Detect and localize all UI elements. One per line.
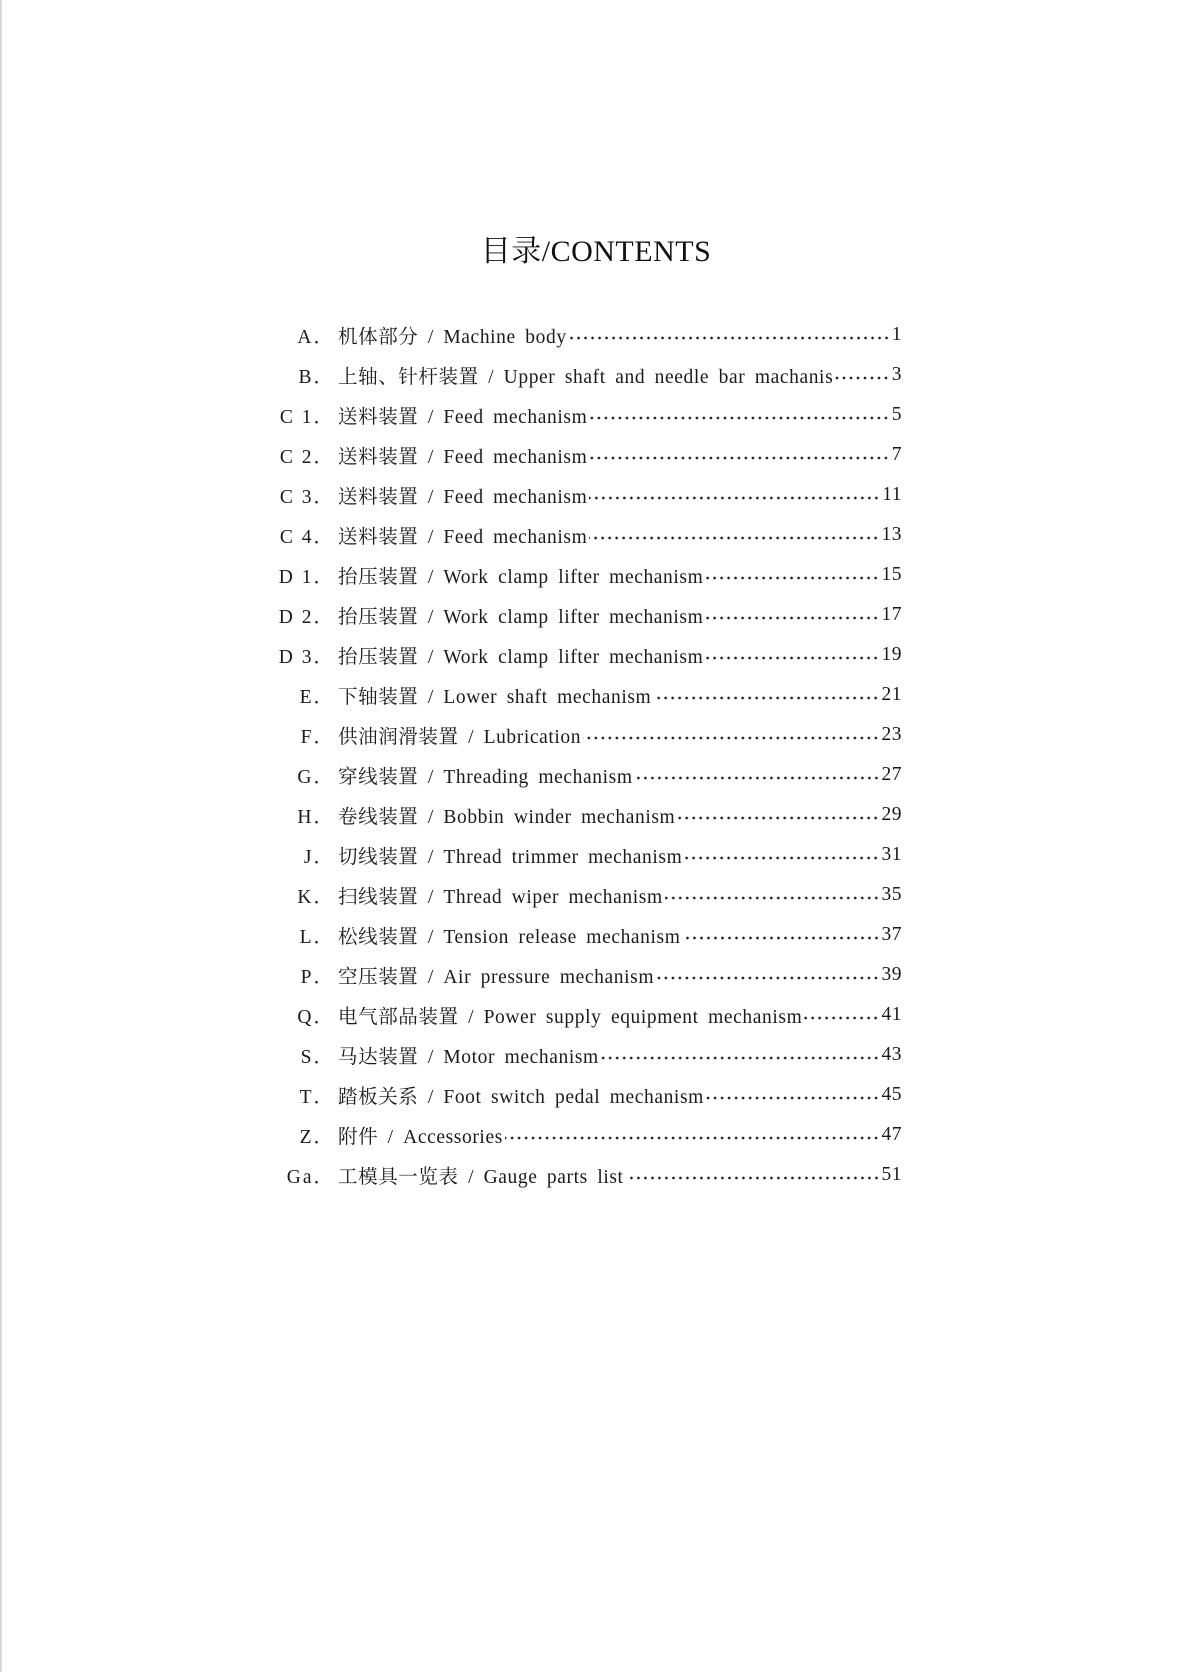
toc-entry[interactable]: [276, 715, 902, 755]
toc-entry-letter: Z．: [299, 1127, 335, 1148]
toc-entry-page: 27: [881, 764, 902, 785]
toc-entry-page: 43: [881, 1044, 902, 1065]
toc-entry-letter: B．: [298, 367, 335, 388]
toc-entry-page: 3: [891, 364, 902, 385]
toc-entry[interactable]: [276, 675, 902, 715]
toc-entry-title: 送料装置 / Feed mechanism: [338, 527, 588, 548]
table-of-contents: [276, 315, 902, 1195]
toc-entry-letter: H．: [297, 807, 335, 828]
toc-entry-title: 供油润滑装置 / Lubrication: [338, 727, 582, 748]
toc-entry-letter: F．: [300, 727, 335, 748]
toc-dot-leader: [583, 736, 879, 740]
toc-entry-title: 马达装置 / Motor mechanism: [338, 1047, 599, 1068]
toc-entry-page: 13: [881, 524, 902, 545]
toc-entry-title: 抬压装置 / Work clamp lifter mechanism: [338, 647, 704, 668]
toc-entry[interactable]: [276, 915, 902, 955]
toc-entry-letter: D 3．: [278, 647, 335, 668]
toc-dot-leader: [705, 576, 879, 580]
toc-entry-title: 送料装置 / Feed mechanism: [338, 487, 588, 508]
toc-entry[interactable]: [276, 315, 902, 355]
toc-dot-leader: [653, 696, 879, 700]
toc-entry-title: 踏板关系 / Foot switch pedal mechanism: [338, 1087, 704, 1108]
toc-entry-title: 切线装置 / Thread trimmer mechanism: [338, 847, 683, 868]
toc-entry-title: 抬压装置 / Work clamp lifter mechanism: [338, 567, 704, 588]
toc-entry[interactable]: [276, 1155, 902, 1195]
toc-entry[interactable]: [276, 955, 902, 995]
toc-dot-leader: [706, 1096, 880, 1100]
toc-dot-leader: [569, 336, 890, 340]
toc-entry-page: 15: [881, 564, 902, 585]
toc-entry-letter: J．: [303, 847, 335, 868]
toc-dot-leader: [835, 376, 889, 380]
toc-dot-leader: [804, 1016, 879, 1020]
toc-entry-title: 空压装置 / Air pressure mechanism: [338, 967, 655, 988]
toc-entry-page: 51: [881, 1164, 902, 1185]
toc-entry-title: 穿线装置 / Threading mechanism: [338, 767, 633, 788]
toc-entry-letter: D 2．: [278, 607, 335, 628]
toc-entry-title: 附件 / Accessories: [338, 1127, 503, 1148]
toc-entry-title: 送料装置 / Feed mechanism: [338, 407, 588, 428]
toc-entry-page: 21: [881, 684, 902, 705]
toc-entry-letter: D 1．: [278, 567, 335, 588]
toc-entry[interactable]: [276, 355, 902, 395]
toc-entry-title: 松线装置 / Tension release mechanism: [338, 927, 681, 948]
toc-entry-letter: C 4．: [279, 527, 335, 548]
toc-entry[interactable]: [276, 835, 902, 875]
toc-entry-letter: P．: [300, 967, 335, 988]
toc-entry-page: 23: [881, 724, 902, 745]
toc-entry-letter: C 2．: [279, 447, 335, 468]
toc-dot-leader: [589, 536, 879, 540]
toc-entry-page: 19: [881, 644, 902, 665]
toc-entry-title: 下轴装置 / Lower shaft mechanism: [338, 687, 652, 708]
toc-entry-page: 35: [881, 884, 902, 905]
toc-entry[interactable]: [276, 755, 902, 795]
toc-entry-page: 45: [881, 1084, 902, 1105]
toc-entry-title: 电气部品装置 / Power supply equipment mechanism: [338, 1007, 803, 1028]
toc-entry-page: 41: [881, 1004, 902, 1025]
toc-entry[interactable]: [276, 595, 902, 635]
toc-dot-leader: [589, 496, 880, 500]
toc-entry-title: 扫线装置 / Thread wiper mechanism: [338, 887, 663, 908]
toc-entry[interactable]: [276, 1035, 902, 1075]
toc-entry[interactable]: [276, 795, 902, 835]
toc-entry-letter: S．: [300, 1047, 335, 1068]
toc-dot-leader: [589, 456, 889, 460]
toc-entry-page: 39: [881, 964, 902, 985]
toc-entry-letter: L．: [299, 927, 335, 948]
toc-entry[interactable]: [276, 995, 902, 1035]
toc-entry-title: 抬压装置 / Work clamp lifter mechanism: [338, 607, 704, 628]
toc-entry-letter: C 1．: [279, 407, 335, 428]
toc-entry[interactable]: [276, 1075, 902, 1115]
toc-entry-letter: T．: [299, 1087, 335, 1108]
toc-entry[interactable]: [276, 515, 902, 555]
toc-entry-letter: G．: [297, 767, 335, 788]
toc-entry[interactable]: [276, 1115, 902, 1155]
toc-entry-letter: E．: [299, 687, 335, 708]
toc-entry-letter: Ga．: [286, 1167, 335, 1188]
toc-entry-page: 31: [881, 844, 902, 865]
toc-entry-title: 卷线装置 / Bobbin winder mechanism: [338, 807, 676, 828]
toc-entry-page: 37: [881, 924, 902, 945]
toc-entry-letter: Q．: [297, 1007, 335, 1028]
toc-entry[interactable]: [276, 555, 902, 595]
toc-dot-leader: [705, 616, 879, 620]
page-title: 目录/CONTENTS: [480, 235, 712, 268]
toc-entry-page: 1: [891, 324, 902, 345]
toc-dot-leader: [589, 416, 889, 420]
toc-entry-title: 上轴、针杆装置 / Upper shaft and needle bar machanis: [338, 367, 834, 388]
toc-entry-page: 5: [891, 404, 902, 425]
toc-dot-leader: [656, 976, 879, 980]
toc-entry-letter: C 3．: [279, 487, 335, 508]
toc-entry[interactable]: [276, 635, 902, 675]
toc-entry-page: 7: [891, 444, 902, 465]
toc-entry-page: 29: [881, 804, 902, 825]
toc-entry[interactable]: [276, 875, 902, 915]
toc-dot-leader: [626, 1176, 880, 1180]
toc-entry-page: 47: [881, 1124, 902, 1145]
toc-entry-title: 工模具一览表 / Gauge parts list: [338, 1167, 624, 1188]
toc-dot-leader: [677, 816, 879, 820]
toc-dot-leader: [684, 856, 879, 860]
toc-entry-page: 11: [882, 484, 902, 505]
toc-entry-letter: A．: [297, 327, 335, 348]
toc-dot-leader: [683, 936, 880, 940]
toc-entry[interactable]: [276, 395, 902, 435]
toc-dot-leader: [635, 776, 880, 780]
toc-dot-leader: [505, 1136, 880, 1140]
toc-entry-page: 17: [881, 604, 902, 625]
toc-entry-title: 送料装置 / Feed mechanism: [338, 447, 588, 468]
toc-dot-leader: [665, 896, 880, 900]
toc-dot-leader: [601, 1056, 880, 1060]
toc-dot-leader: [705, 656, 879, 660]
toc-entry-letter: K．: [297, 887, 335, 908]
toc-entry[interactable]: [276, 435, 902, 475]
toc-entry-title: 机体部分 / Machine body: [338, 327, 567, 348]
toc-entry[interactable]: [276, 475, 902, 515]
